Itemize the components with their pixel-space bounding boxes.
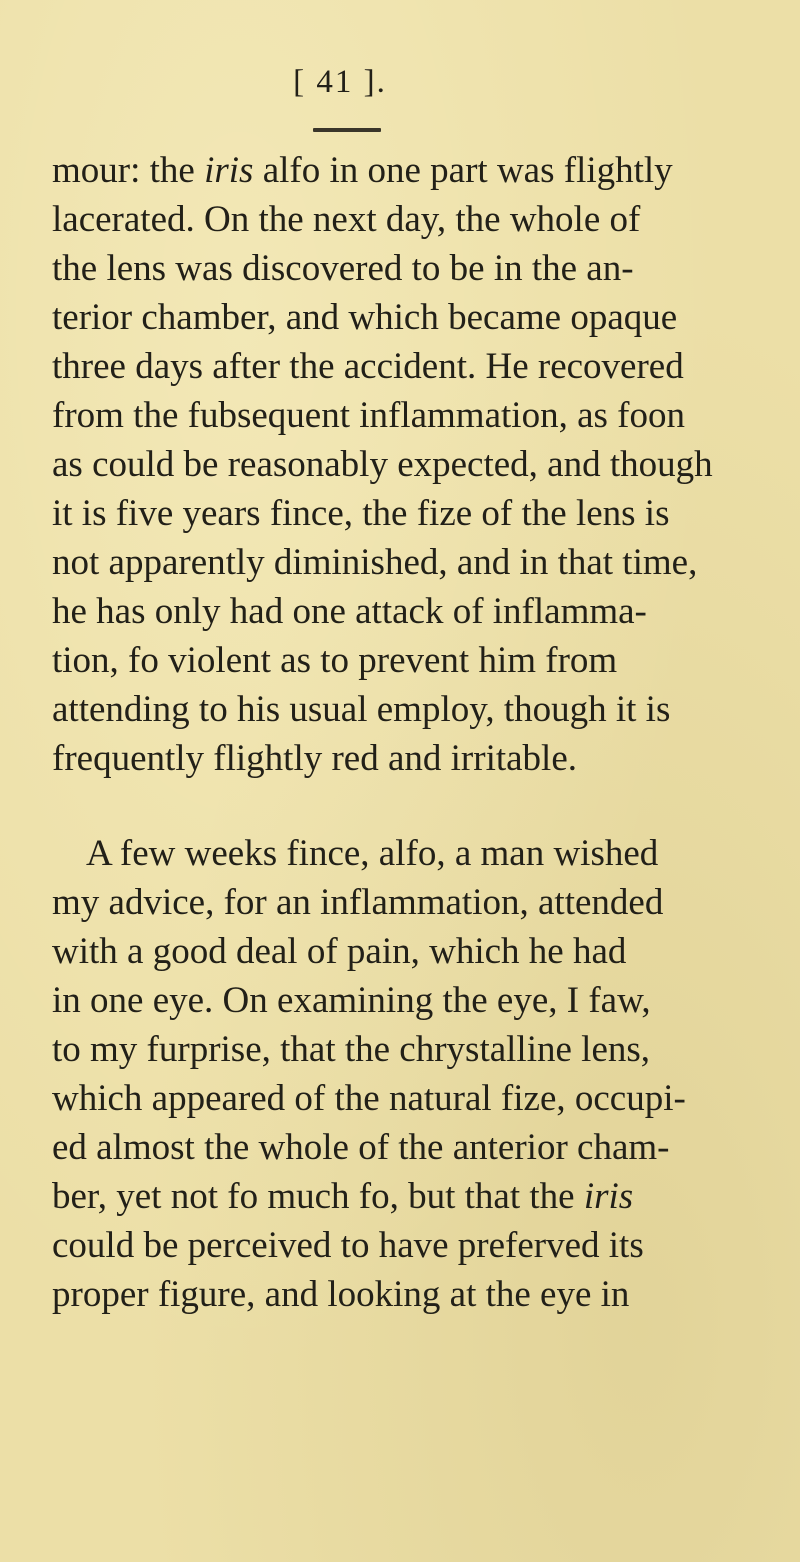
paragraph-2-line-6: which appeared of the natural fize, occupi- [52,1078,686,1119]
paragraph-2-line-5: to my furprise, that the chrystalline lens, [52,1029,651,1070]
paragraph-2-line-10: proper figure, and looking at the eye in [52,1274,630,1315]
paragraph-1-line-12: attending to his usual employ, though it is [52,689,671,730]
paragraph-1-line-11: tion, fo violent as to prevent him from [52,640,618,681]
paragraph-2-line-9: could be perceived to have preferved its [52,1225,644,1266]
paragraph-2-line-4: in one eye. On examining the eye, I faw, [52,980,651,1021]
italic-term-iris: iris [204,150,254,191]
paragraph-2-line-2: my advice, for an inflammation, attended [52,882,664,923]
paragraph-1-line-1: mour: the iris alfo in one part was flightly [52,150,673,191]
header-rule [313,128,381,132]
paragraph-1-line-7: as could be reasonably expected, and though [52,444,713,485]
paragraph-1-line-5: three days after the accident. He recovered [52,346,684,387]
paragraph-1-line-8: it is five years fince, the fize of the lens is [52,493,670,534]
paragraph-1-line-10: he has only had one attack of inflamma- [52,591,647,632]
paragraph-1-line-2: lacerated. On the next day, the whole of [52,199,641,240]
italic-term-iris: iris [583,1176,634,1217]
paragraph-1-line-13: frequently flightly red and irritable. [52,738,578,779]
page-number: [ 41 ]. [293,64,387,100]
paragraph-2-line-3: with a good deal of pain, which he had [52,931,627,972]
paragraph-1-line-4: terior chamber, and which became opaque [52,297,678,338]
paragraph-1-line-6: from the fubsequent inflammation, as foon [52,395,685,436]
paragraph-2-line-7: ed almost the whole of the anterior cham- [52,1127,670,1168]
paragraph-2-line-1: A few weeks fince, alfo, a man wished [86,833,659,874]
paragraph-2-line-8: ber, yet not fo much fo, but that the iris [52,1176,634,1217]
paragraph-1-line-9: not apparently diminished, and in that time, [52,542,698,583]
paragraph-1-line-3: the lens was discovered to be in the an- [52,248,634,289]
